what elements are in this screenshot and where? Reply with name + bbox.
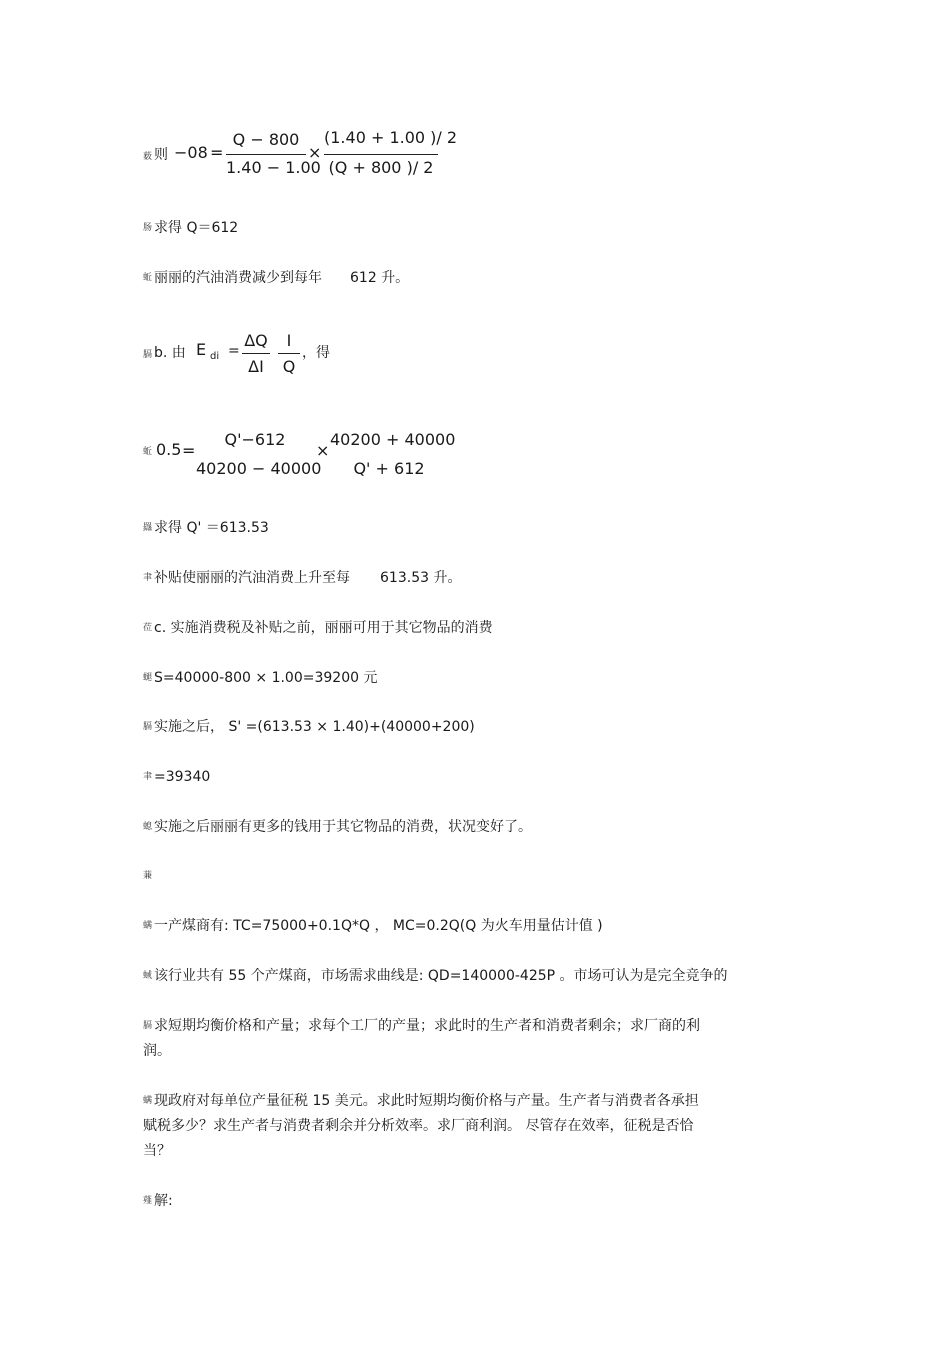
line-text: 求短期均衡价格和产量；求每个工厂的产量；求此时的生产者和消费者剩余；求厂商的利 [154, 1018, 701, 1034]
fraction-bar [242, 353, 270, 354]
text-line [143, 717, 475, 737]
result-line [143, 218, 238, 238]
part-b-prefix: b. 由 [154, 345, 186, 361]
text-line [143, 817, 532, 837]
income-i: I [286, 331, 292, 350]
bullet-mark: 膈 [143, 722, 153, 732]
eq2-numerator-1: Q'−612 [224, 430, 286, 449]
bullet-mark: 蜮 [143, 971, 153, 981]
bullet-mark: 薮 [143, 151, 153, 162]
text-line [143, 668, 377, 688]
bullet-mark: 螅 [143, 822, 153, 832]
eq1-lhs: −08 [174, 143, 208, 162]
eq1-numerator-1: Q − 800 [232, 130, 300, 149]
result-text: 求得 Q＝612 [154, 220, 239, 236]
delta-q: ΔQ [244, 331, 268, 350]
text-line [143, 568, 461, 588]
eq1-numerator-2: (1.40 + 1.00 )/ 2 [324, 128, 458, 147]
bullet-mark: 肠 [143, 223, 153, 233]
eq2-lhs: 0.5 [156, 440, 182, 459]
text-line [143, 618, 493, 638]
eq2-label [143, 442, 154, 458]
line-text: 润。 [143, 1043, 171, 1059]
eq1-times: × [308, 143, 322, 162]
line-text: 赋税多少？求生产者与消费者剩余并分析效率。求厂商利润。 尽管存在效率，征税是否恰 [143, 1118, 694, 1134]
text-line [143, 916, 603, 936]
text-line-continued [143, 1041, 171, 1061]
bullet-mark: 螨 [143, 921, 153, 931]
line-text: 当？ [143, 1143, 171, 1159]
eq1-denominator-2: (Q + 800 )/ 2 [328, 158, 434, 177]
bullet-mark: 蚯 [143, 446, 153, 457]
line-text: 一产煤商有: TC=75000+0.1Q*Q ， MC=0.2Q(Q 为火车用量估计值 ) [154, 918, 603, 934]
bullet-mark: 莅 [143, 623, 153, 633]
elasticity-subscript: di [210, 351, 220, 362]
text-line [143, 1191, 173, 1211]
quantity-q: Q [282, 357, 296, 376]
text-line [143, 767, 210, 787]
line-text: c. 实施消费税及补贴之前，丽丽可用于其它物品的消费 [154, 620, 493, 636]
eq1-equals: = [210, 143, 224, 162]
bullet-mark: 聿 [143, 772, 153, 782]
conclusion-line [143, 268, 409, 288]
eq2-times: × [316, 441, 330, 460]
part-b-suffix: ，得 [302, 345, 330, 361]
delta-i: ΔI [248, 357, 264, 376]
part-b-label [143, 342, 186, 362]
eq1-prefix: 则 [154, 147, 169, 163]
text-line-continued [143, 1116, 693, 1136]
text-line [143, 866, 154, 886]
eq1-fraction-bar-1 [226, 154, 306, 155]
line-text: =39340 [154, 769, 211, 785]
line-value: 613.53 升。 [380, 570, 462, 586]
text-line [143, 1016, 700, 1036]
eq1-fraction-bar-2 [324, 154, 438, 155]
eq2-equals: = [182, 441, 196, 460]
elasticity-equals: = [228, 343, 240, 359]
line-text: 补贴使丽丽的汽油消费上升至每 [154, 570, 351, 586]
bullet-mark: 聿 [143, 573, 153, 583]
eq2-numerator-2: 40200 + 40000 [330, 430, 456, 449]
line-text: 求得 Q' ＝613.53 [154, 520, 269, 536]
text-line [143, 518, 269, 538]
eq2-denominator-2: Q' + 612 [353, 459, 425, 478]
bullet-mark: 螨 [143, 1096, 153, 1106]
line-text: 现政府对每单位产量征税 15 美元。求此时短期均衡价格与产量。生产者与消费者各承担 [154, 1093, 699, 1109]
text-line [143, 966, 728, 986]
line-text: 实施之后， S' =(613.53 × 1.40)+(40000+200) [154, 719, 475, 735]
bullet-mark: 薤 [143, 1196, 153, 1206]
elasticity-symbol: E [196, 340, 207, 359]
fraction-bar [278, 353, 300, 354]
line-text: 实施之后丽丽有更多的钱用于其它物品的消费，状况变好了。 [154, 819, 533, 835]
eq1-label [143, 144, 168, 164]
line-text: S=40000-800 × 1.00=39200 元 [154, 670, 378, 686]
bullet-mark: 膈 [143, 349, 153, 360]
text-line [143, 1091, 699, 1111]
conclusion-text: 丽丽的汽油消费减少到每年 [154, 270, 323, 286]
bullet-mark: 蚯 [143, 273, 153, 283]
bullet-mark: 螁 [143, 673, 153, 683]
eq2-denominator-1: 40200 − 40000 [196, 459, 322, 478]
line-text: 解: [154, 1193, 173, 1209]
conclusion-value: 612 升。 [350, 270, 410, 286]
text-line-continued [143, 1141, 171, 1161]
eq1-denominator-1: 1.40 − 1.00 [226, 158, 321, 177]
bullet-mark: 羉 [143, 523, 153, 533]
bullet-mark: 膈 [143, 1021, 153, 1031]
bullet-mark: 蒹 [143, 871, 153, 881]
line-text: 该行业共有 55 个产煤商，市场需求曲线是: QD=140000-425P 。市场可认为是完全竞争的 [154, 968, 728, 984]
